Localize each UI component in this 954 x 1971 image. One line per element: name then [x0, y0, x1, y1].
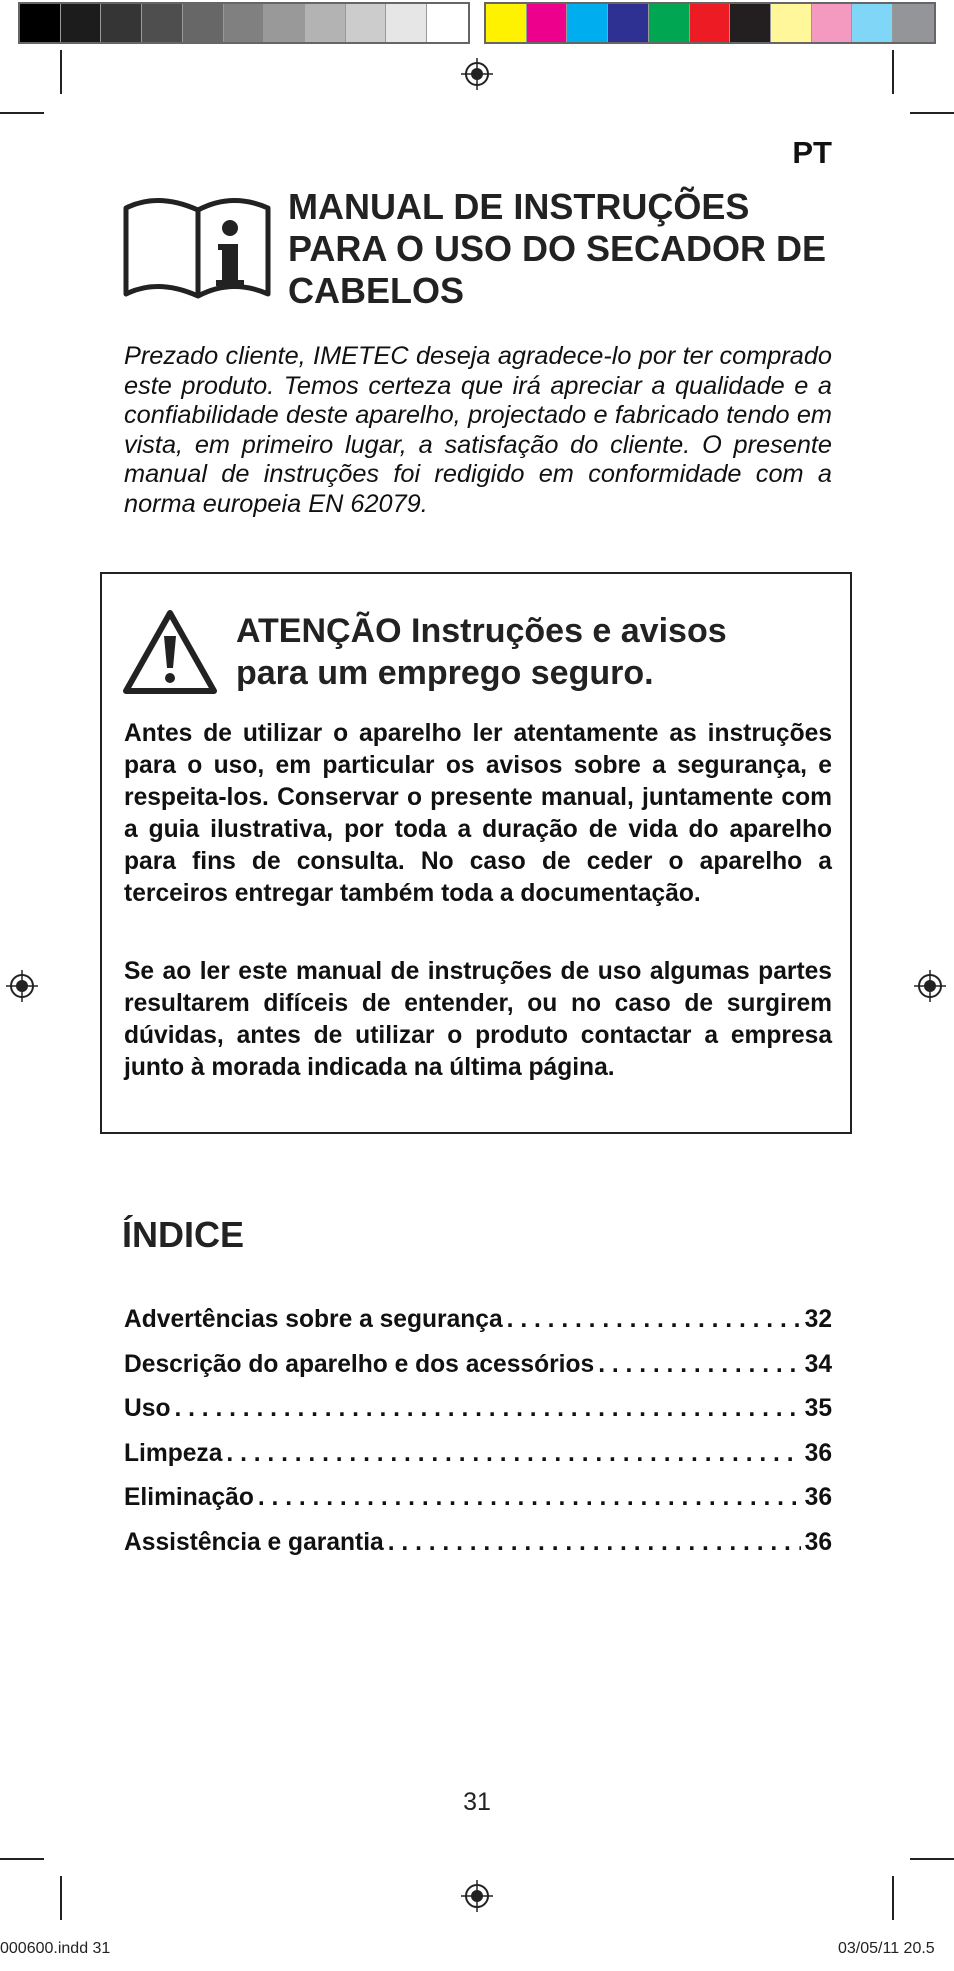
toc-entry-label: Assistência e garantia	[124, 1528, 384, 1556]
toc-entry-label: Advertências sobre a segurança	[124, 1306, 503, 1333]
toc-entry	[124, 1484, 832, 1529]
crop-mark-bottom-left-v	[60, 1876, 62, 1920]
toc-entry-page: 34	[804, 1350, 832, 1378]
gray-swatch	[142, 4, 183, 42]
warning-paragraph-2: Se ao ler este manual de instruções de uso algumas partes resultarem difíceis de entender, ou no caso de surgirem dúvidas, antes de utilizar o produto contactar a empresa junto à morada indicada na última página.	[124, 958, 832, 1081]
info-book-icon	[122, 190, 272, 306]
gray-swatch	[101, 4, 142, 42]
manual-title	[288, 186, 848, 312]
registration-mark-top-icon	[461, 58, 493, 90]
toc-entry-label: Uso	[124, 1395, 171, 1422]
gray-swatch	[346, 4, 387, 42]
crop-mark-top-left-v	[60, 50, 62, 94]
warning-paragraph-1: Antes de utilizar o aparelho ler atentamente as instruções para o uso, em particular os avisos sobre a segurança, e respeita-los. Conservar o presente manual, juntamente com a guia ilustrativa, por toda a duração de vida do aparelho para fins de consulta. No caso de ceder o aparelho a terceiros entregar também toda a documentação.	[124, 720, 832, 907]
toc-leader-dots	[598, 1351, 800, 1379]
crop-mark-bottom-right-v	[892, 1876, 894, 1920]
page-number: 31	[463, 1788, 491, 1816]
color-swatch	[812, 4, 853, 42]
gray-swatch	[264, 4, 305, 42]
warning-title-line-2: para um emprego seguro.	[236, 654, 654, 692]
color-swatch	[527, 4, 568, 42]
toc-entry-page: 32	[804, 1306, 832, 1333]
toc-entry	[124, 1351, 832, 1396]
toc-leader-dots	[507, 1306, 801, 1334]
gray-swatch	[61, 4, 102, 42]
color-swatch	[771, 4, 812, 42]
crop-mark-bottom-left-h	[0, 1858, 44, 1860]
toc-entry-page: 36	[804, 1439, 832, 1467]
color-swatch	[730, 4, 771, 42]
toc-leader-dots	[226, 1440, 800, 1468]
file-slug: 000600.indd 31	[0, 1940, 111, 1957]
toc-entry	[124, 1395, 832, 1440]
date-slug: 03/05/11 20.5	[838, 1940, 935, 1957]
toc-entry-label: Eliminação	[124, 1484, 254, 1511]
crop-mark-top-left-h	[0, 112, 44, 114]
warning-title-line-1: ATENÇÃO Instruções e avisos	[236, 612, 727, 650]
toc-entry-page: 36	[804, 1484, 832, 1511]
color-swatch	[690, 4, 731, 42]
toc-entry-label: Descrição do aparelho e dos acessórios	[124, 1350, 595, 1378]
manual-title-line-2: PARA O USO DO SECADOR DE	[288, 228, 827, 269]
table-of-contents	[124, 1306, 832, 1573]
warning-title	[236, 610, 826, 694]
registration-mark-bottom-icon	[461, 1880, 493, 1912]
gray-swatch	[427, 4, 468, 42]
manual-title-line-1: MANUAL DE INSTRUÇÕES	[288, 186, 750, 227]
toc-entry	[124, 1440, 832, 1485]
toc-leader-dots	[388, 1529, 801, 1557]
gray-swatch	[386, 4, 427, 42]
color-swatch	[852, 4, 893, 42]
toc-entry-label: Limpeza	[124, 1439, 223, 1467]
warning-triangle-icon	[122, 608, 218, 696]
toc-entry	[124, 1306, 832, 1351]
gray-swatch	[305, 4, 346, 42]
color-swatch	[649, 4, 690, 42]
crop-mark-bottom-right-h	[910, 1858, 954, 1860]
manual-title-line-3: CABELOS	[288, 270, 465, 311]
crop-mark-top-right-v	[892, 50, 894, 94]
crop-mark-top-right-h	[910, 112, 954, 114]
toc-leader-dots	[174, 1395, 800, 1423]
toc-entry	[124, 1529, 832, 1574]
gray-swatch	[224, 4, 265, 42]
color-swatch	[608, 4, 649, 42]
registration-mark-left-icon	[6, 970, 38, 1002]
color-swatch	[567, 4, 608, 42]
grayscale-bar	[18, 2, 470, 44]
toc-entry-page: 35	[804, 1395, 832, 1422]
gray-swatch	[183, 4, 224, 42]
toc-leader-dots	[258, 1484, 801, 1512]
color-swatch	[893, 4, 934, 42]
registration-mark-right-icon	[914, 970, 946, 1002]
toc-entry-page: 36	[804, 1528, 832, 1556]
index-title: ÍNDICE	[122, 1214, 245, 1255]
intro-paragraph: Prezado cliente, IMETEC deseja agradece-lo por ter comprado este produto. Temos certeza que irá apreciar a qualidade e a confiabilidade deste aparelho, projectado e fabricado tendo em vista, em primeiro lugar, a satisfação do cliente. O presente manual de instruções foi redigido em conformidade com a norma europeia EN 62079.	[124, 342, 832, 518]
gray-swatch	[20, 4, 61, 42]
language-code: PT	[792, 135, 832, 170]
color-swatch	[486, 4, 527, 42]
color-bar	[484, 2, 936, 44]
